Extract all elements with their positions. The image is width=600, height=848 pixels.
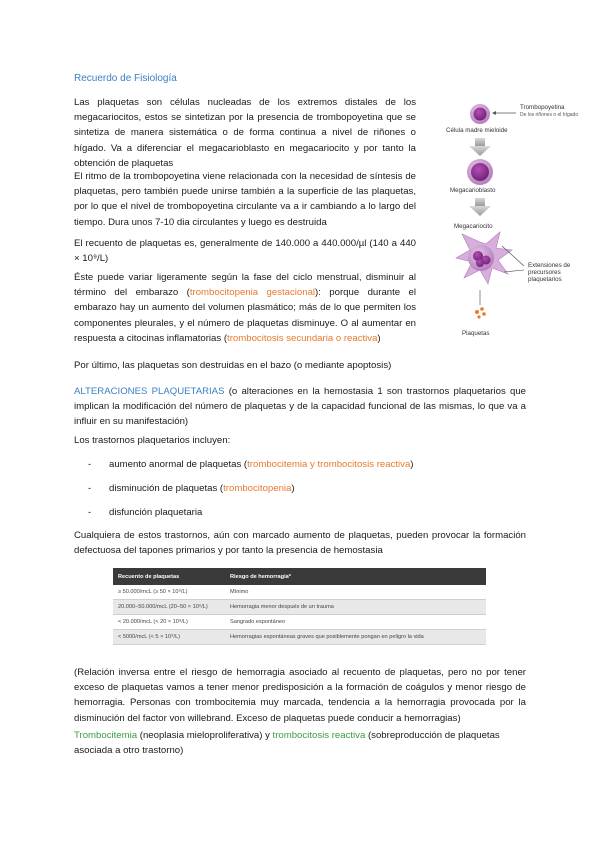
term-thrombocythemia: Trombocitemia xyxy=(74,730,138,741)
section-title: Recuerdo de Fisiología xyxy=(74,73,177,84)
list-item: - disfunción plaquetaria xyxy=(88,507,203,518)
megakaryocyte-cell xyxy=(456,232,512,284)
table-cell: Mínimo xyxy=(225,585,486,600)
paragraph-defective-plug: Cualquiera de estos trastornos, aún con marcado aumento de plaquetas, pueden provocar la formación defectuosa del tapones primarios y por tanto la presencia de hemostasia xyxy=(74,530,526,557)
paragraph-disorders-include: Los trastornos plaquetarios incluyen: xyxy=(74,435,231,446)
table-cell: < 5000/mcL (< 5 × 10⁹/L) xyxy=(113,630,225,645)
platelets-cluster xyxy=(475,307,486,318)
term-reactive-thrombocytosis: trombocitosis reactiva xyxy=(272,730,366,741)
table-cell: 20.000–50.000/mcL (20–50 × 10⁹/L) xyxy=(113,600,225,615)
label-megakaryocyte: Megacariocito xyxy=(454,223,493,230)
megakaryoblast-cell xyxy=(467,159,493,185)
term-platelet-alterations: ALTERACIONES PLAQUETARIAS xyxy=(74,386,225,397)
term-gestational-thrombocytopenia: trombocitopenia gestacional xyxy=(189,287,316,299)
paragraph-platelet-synthesis: Las plaquetas son células nucleadas de los extremos distales de los megacariocitos, estos se sintetizan por la presencia de trombopoyetina que se sintetiza de manera sistemática o de forma continua a nivel de riñones o hígado. Va a diferenciar el megacarioblasto en megacariocito y por tanto la obtención de plaquetas xyxy=(74,97,416,169)
label-precursor-extensions: Extensiones de precursores plaquetarios xyxy=(528,262,571,283)
paragraph-platelet-count: El recuento de plaquetas es, generalmente de 140.000 a 440.000/µl (140 a 440 × 10⁹/L) xyxy=(74,238,416,265)
table-cell: < 20.000/mcL (< 20 × 10⁹/L) xyxy=(113,615,225,630)
label-megakaryoblast: Megacarioblasto xyxy=(450,187,496,194)
list-item: - disminución de plaquetas (trombocitopenia) xyxy=(88,483,295,494)
bleeding-risk-table xyxy=(113,568,486,645)
myeloid-stem-cell xyxy=(470,104,490,124)
table-header: Riesgo de hemorragia* xyxy=(225,568,486,585)
table-row xyxy=(113,585,486,600)
platelet-production-figure xyxy=(432,100,592,345)
table-cell: Hemorragia menor después de un trauma xyxy=(225,600,486,615)
table-cell: ≥ 50.000/mcL (≥ 50 × 10⁹/L) xyxy=(113,585,225,600)
table-cell: Hemorragias espontáneas graves que posiblemente pongan en peligro la vida xyxy=(225,630,486,645)
table-row xyxy=(113,630,486,645)
table-header-row xyxy=(113,568,486,585)
table-cell: Sangrado espontáneo xyxy=(225,615,486,630)
term-reactive-thrombocytosis: trombocitosis secundaria o reactiva xyxy=(227,332,378,344)
label-thrombopoietin: Trombopoyetina xyxy=(520,104,565,111)
paragraph-inverse-relation: (Relación inversa entre el riesgo de hemorragia asociado al recuento de plaquetas, pero no por tener exceso de plaquetas vamos a tener menor predisposición a la formación de coágulos y menor riesgo de hemorragia. Personas con trombocitemia muy marcada, tendencia a la hemorragia provocada por la disminución del factor von willebrand. Exceso de plaquetas puede conducir a hemorragias) xyxy=(74,667,526,724)
paragraph-platelet-disorders: ALTERACIONES PLAQUETARIAS (o alteraciones en la hemostasia 1 son trastornos plaquetarios que implican la modificación del número de plaquetas y de la capacidad funcional de las mismas, lo que va a influir en su manifestación) xyxy=(74,386,526,428)
arrow-down-icon xyxy=(469,138,491,156)
table-row xyxy=(113,615,486,630)
paragraph-spleen-destruction: Por último, las plaquetas son destruidas en el bazo (o mediante apoptosis) xyxy=(74,360,392,371)
arrow-down-icon xyxy=(469,198,491,216)
paragraph-thrombopoietin-rhythm: El ritmo de la trombopoyetina viene relacionada con la necesidad de síntesis de plaquetas, pero también puede unirse también a la superficie de las plaquetas, por lo que el nivel de trombopoyetina circulante va a ir cambiando a lo largo del tiempo. Dura unos 7-10 dia circulantes y luego es destruida xyxy=(74,171,416,228)
list-item: - aumento anormal de plaquetas (trombocitemia y trombocitosis reactiva) xyxy=(88,459,414,470)
table-row xyxy=(113,600,486,615)
paragraph-count-variation: Éste puede variar ligeramente según la fase del ciclo menstrual, disminuir al término del embarazo (trombocitopenia gestacional): porque durante el embarazo hay un aumento del volumen plasmático; más de lo que permiten los componentes pleurales, y el número de plaquetas disminuye. O al aumentar en respuesta a citocinas inflamatorias (trombocitosis secundaria o reactiva) xyxy=(74,272,416,344)
label-thrombopoietin-source: De los riñones o el hígado xyxy=(520,112,579,118)
label-myeloid-stem-cell: Célula madre mieloide xyxy=(446,127,508,134)
paragraph-thrombocythemia-definition: Trombocitemia (neoplasia mieloproliferativa) y trombocitosis reactiva (sobreproducción de plaquetas asociada a otro trastorno) xyxy=(74,730,500,757)
label-platelets: Plaquetas xyxy=(462,330,490,337)
table-header: Recuento de plaquetas xyxy=(113,568,225,585)
